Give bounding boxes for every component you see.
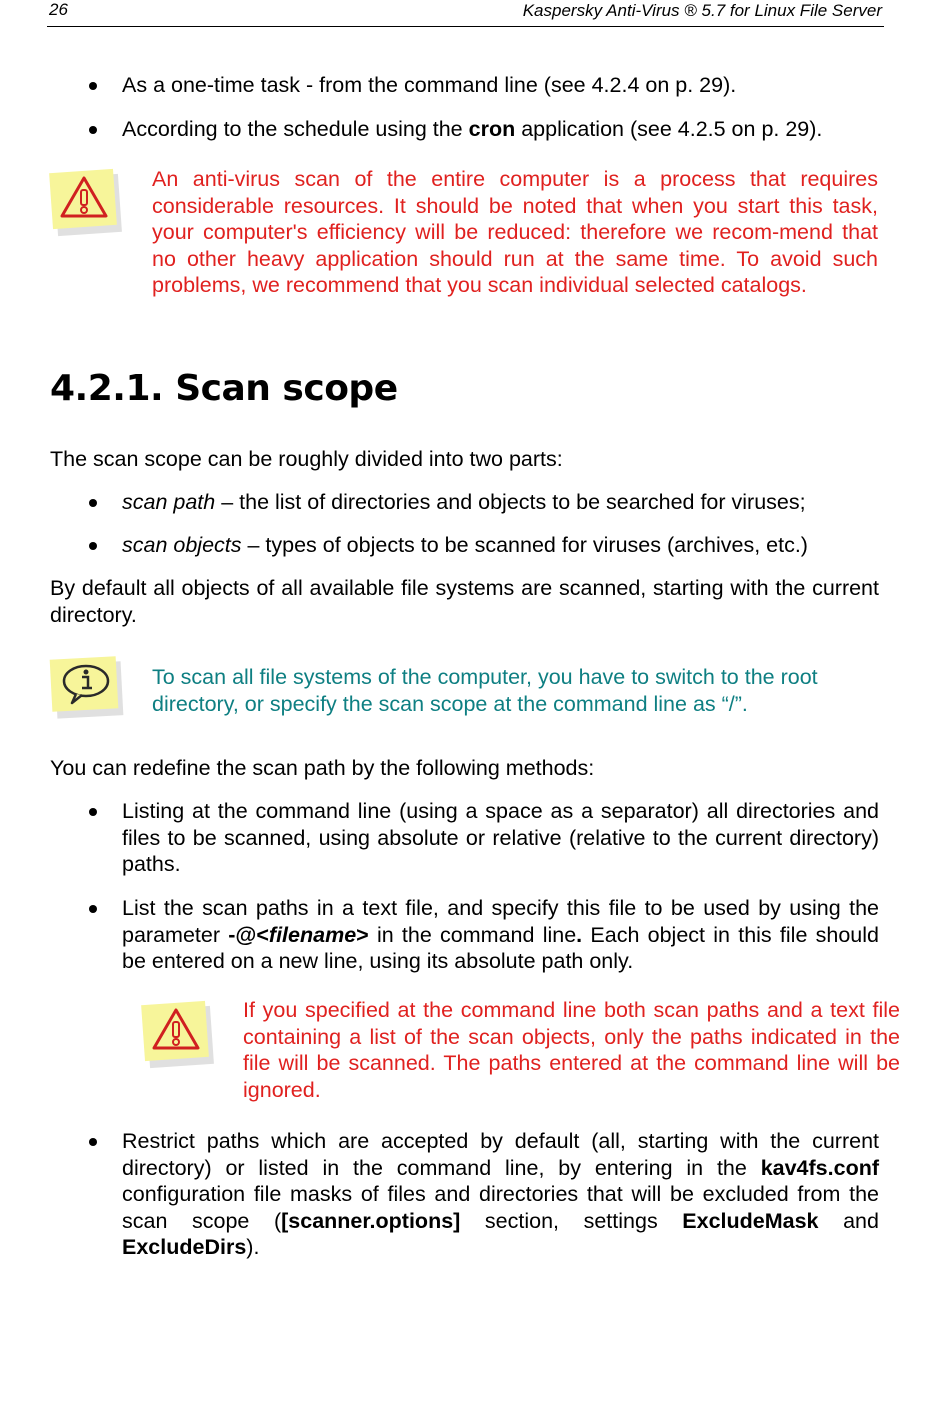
info-speech-icon (48, 655, 126, 721)
warning-triangle-icon (48, 168, 124, 238)
bullet-icon (89, 82, 97, 90)
page-number: 26 (49, 0, 68, 19)
bullet-icon (89, 1138, 97, 1146)
section-heading: 4.2.1. Scan scope (50, 368, 398, 409)
page-header (47, 0, 884, 27)
list-item: Listing at the command line (using a space as a separator) all directories and files to be scanned, using absolute or relative (relative to the current directory) paths. (122, 799, 879, 876)
running-title: Kaspersky Anti-Virus ® 5.7 for Linux File Server (522, 1, 882, 20)
bullet-icon (89, 808, 97, 816)
bullet-icon (89, 499, 97, 507)
list-item: scan path – the list of directories and objects to be searched for viruses; (122, 490, 806, 514)
list-item: According to the schedule using the cron application (see 4.2.5 on p. 29). (122, 117, 823, 141)
default-scope-paragraph: By default all objects of all available file systems are scanned, starting with the current directory. (50, 576, 879, 627)
bullet-icon (89, 126, 97, 134)
section-intro: The scan scope can be roughly divided into two parts: (50, 447, 563, 471)
list-item: As a one-time task - from the command line (see 4.2.4 on p. 29). (122, 73, 737, 97)
warning-note-text: If you specified at the command line both scan paths and a text file containing a list of the scan objects, only the paths indicated in the file will be scanned. The paths entered at the command line will be ignored. (243, 998, 900, 1102)
parameter-code: -@<filename> (228, 922, 369, 947)
list-item: Restrict paths which are accepted by default (all, starting with the current directory) or listed in the command line, by entering in the kav4fs.conf configuration file masks of files and directories that will be excluded from the scan scope ([scanner.options] section, settings ExcludeMask and ExcludeDirs). (122, 1129, 879, 1259)
warning-note-text: An anti-virus scan of the entire computer is a process that requires considerable resources. It should be noted that when you start this task, your computer's efficiency will be reduced: therefore we recom-mend that no other heavy application should run at the same time. To avoid such problems, we recommend that you scan individual selected catalogs. (152, 167, 878, 297)
info-note-text: To scan all file systems of the computer, you have to switch to the root directory, or specify the scan scope at the command line as “/”. (152, 665, 818, 716)
list-item: List the scan paths in a text file, and specify this file to be used by using the parameter -@<filename> in the command line. Each object in this file should be entered on a new line, using its absolute path only. (122, 896, 879, 973)
bullet-icon (89, 905, 97, 913)
warning-triangle-icon (140, 1000, 216, 1070)
methods-intro: You can redefine the scan path by the following methods: (50, 756, 595, 780)
bullet-icon (89, 542, 97, 550)
list-item: scan objects – types of objects to be scanned for viruses (archives, etc.) (122, 533, 808, 557)
cron-term: cron (468, 117, 516, 141)
